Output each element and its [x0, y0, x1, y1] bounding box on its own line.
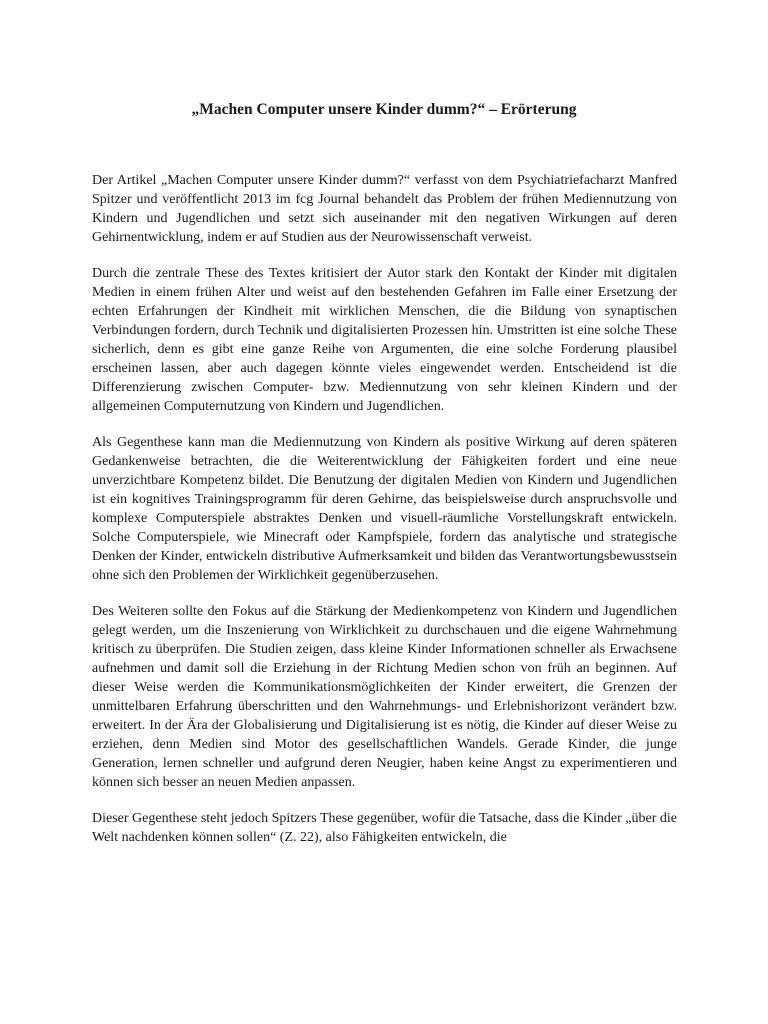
document-title: „Machen Computer unsere Kinder dumm?“ – Erörterung	[191, 101, 577, 118]
paragraph-thesis: Durch die zentrale These des Textes kritisiert der Autor stark den Kontakt der Kinder mit digitalen Medien in einem frühen Alter und weist auf den bestehenden Gefahren im Falle einer Ersetzung der echten Erfahrungen der Kindheit mit wirklichen Menschen, die die Bildung von synaptischen Verbindungen fordern, durch Technik und digitalisierten Prozessen hin. Umstritten ist eine solche These sicherlich, denn es gibt eine ganze Reihe von Argumenten, die eine solche Forderung plausibel erscheinen lassen, aber auch dagegen könnte vieles eingewendet werden. Entscheidend ist die Differenzierung zwischen Computer- bzw. Mediennutzung von sehr kleinen Kindern und der allgemeinen Computernutzung von Kindern und Jugendlichen.	[92, 266, 677, 414]
paragraph-media-competence: Des Weiteren sollte den Fokus auf die Stärkung der Medienkompetenz von Kindern und Jugendlichen gelegt werden, um die Inszenierung von Wirklichkeit zu durchschauen und die eigene Wahrnehmung kritisch zu überprüfen. Die Studien zeigen, dass kleine Kinder Informationen schneller als Erwachsene aufnehmen und damit soll die Erziehung in der Richtung Medien schon von früh an beginnen. Auf dieser Weise werden die Kommunikationsmöglichkeiten der Kinder erweitert, die Grenzen der unmittelbaren Erfahrung überschritten und den Wahrnehmungs- und Erlebnishorizont verändert bzw. erweitert. In der Ära der Globalisierung und Digitalisierung ist es nötig, die Kinder auf dieser Weise zu erziehen, denn Medien sind Motor des gesellschaftlichen Wandels. Gerade Kinder, die junge Generation, lernen schneller und aufgrund deren Neugier, haben keine Angst zu experimentieren und können sich besser an neuen Medien anpassen.	[92, 604, 677, 790]
document-body	[92, 171, 677, 864]
paragraph-intro: Der Artikel „Machen Computer unsere Kinder dumm?“ verfasst von dem Psychiatriefacharzt Manfred Spitzer und veröffentlicht 2013 im fcg Journal behandelt das Problem der frühen Mediennutzung von Kindern und Jugendlichen und setzt sich auseinander mit den negativen Wirkungen auf deren Gehirnentwicklung, indem er auf Studien aus der Neurowissenschaft verweist.	[92, 173, 677, 245]
paragraph-antithesis: Als Gegenthese kann man die Mediennutzung von Kindern als positive Wirkung auf deren späteren Gedankenweise betrachten, die die Weiterentwicklung der Fähigkeiten fordert und eine neue unverzichtbare Kompetenz bildet. Die Benutzung der digitalen Medien von Kindern und Jugendlichen ist ein kognitives Trainingsprogramm für deren Gehirne, das beispielsweise durch anspruchsvolle und komplexe Computerspiele abstraktes Denken und visuell-räumliche Vorstellungskraft entwickeln. Solche Computerspiele, wie Minecraft oder Kampfspiele, fordern das analytische und strategische Denken der Kinder, entwickeln distributive Aufmerksamkeit und bilden das Verantwortungsbewusstsein ohne sich den Problemen der Wirklichkeit gegenüberzusehen.	[92, 435, 677, 583]
paragraph-counterargument: Dieser Gegenthese steht jedoch Spitzers These gegenüber, wofür die Tatsache, dass die Kinder „über die Welt nachdenken können sollen“ (Z. 22), also Fähigkeiten entwickeln, die	[92, 811, 677, 845]
